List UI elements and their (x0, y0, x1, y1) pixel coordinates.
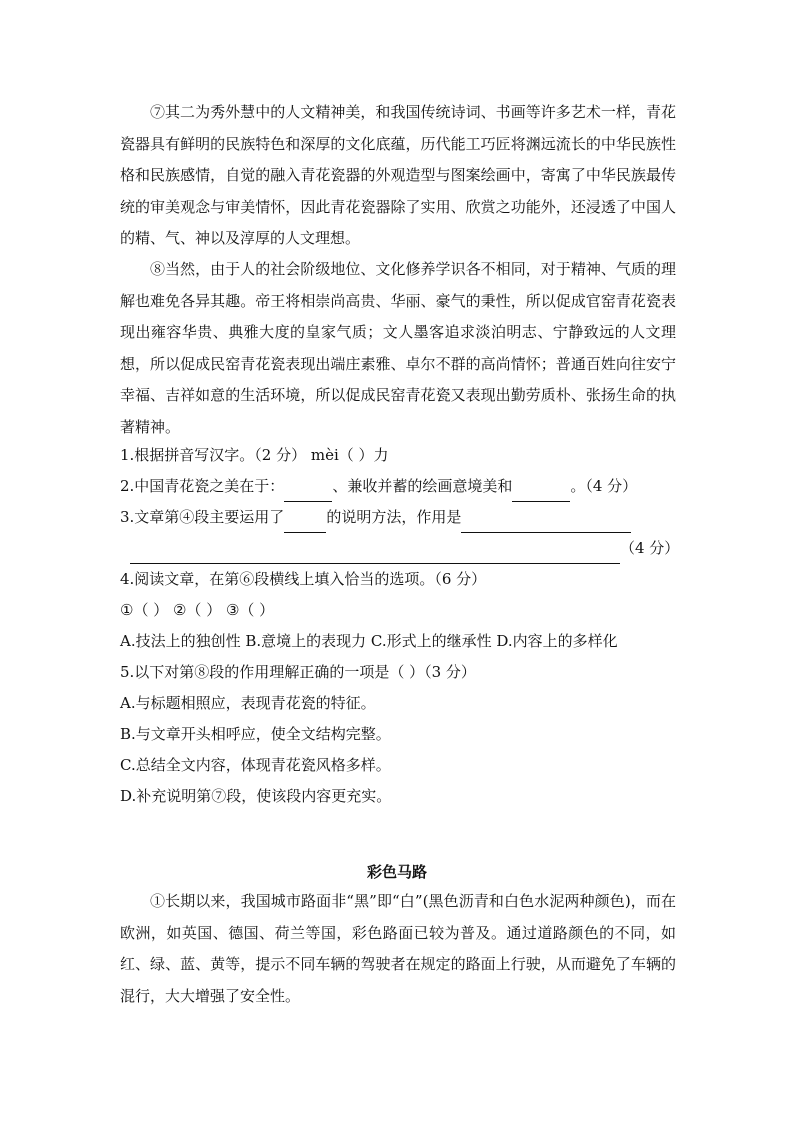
question-3-score: （4 分） (620, 539, 680, 557)
question-5-option-d: D.补充说明第⑦段，使该段内容更充实。 (120, 787, 392, 805)
question-3-part-1: 3.文章第④段主要运用了 (120, 508, 285, 526)
answer-blank[interactable] (284, 514, 326, 533)
question-2 (120, 471, 637, 502)
question-5-option-b: B.与文章开头相呼应，使全文结构完整。 (120, 725, 391, 743)
question-5-option-a: A.与标题相照应，表现青花瓷的特征。 (120, 694, 376, 712)
question-5: 5.以下对第⑧段的作用理解正确的一项是（ ）（3 分） (120, 663, 476, 681)
article-2-paragraph-1: ①长期以来，我国城市路面非“黑”即“白”(黑色沥青和白色水泥两种颜色)，而在欧洲，如英国、德国、荷兰等国，彩色路面已较为普及。通过道路颜色的不同，如红、绿、蓝、黄等，提示不同车辆的驾驶者在规定的路面上行驶，从而避免了车辆的混行，大大增强了安全性。 (120, 892, 676, 1005)
question-1: 1.根据拼音写汉字。（2 分） mèi（ ）力 (120, 446, 389, 464)
paragraph-7: ⑦其二为秀外慧中的人文精神美，和我国传统诗词、书画等许多艺术一样，青花瓷器具有鲜明的民族特色和深厚的文化底蕴，历代能工巧匠将渊远流长的中华民族性格和民族感情，自觉的融入青花瓷器的外观造型与图案绘画中，寄寓了中华民族最传统的审美观念与审美情怀，因此青花瓷器除了实用、欣赏之功能外，还浸透了中国人的精、气、神以及淳厚的人文理想。 (120, 103, 676, 247)
answer-blank[interactable] (130, 545, 620, 564)
answer-blank[interactable] (284, 483, 332, 502)
question-3 (120, 502, 631, 533)
article-title: 彩色马路 (366, 863, 427, 881)
question-4-blanks: ①（ ） ②（ ） ③（ ） (120, 601, 275, 619)
answer-blank[interactable] (461, 514, 631, 533)
answer-blank[interactable] (512, 483, 570, 502)
question-4-options: A.技法上的独创性 B.意境上的表现力 C.形式上的继承性 D.内容上的多样化 (120, 632, 618, 650)
question-3-continued (130, 533, 679, 564)
question-2-part-1: 2.中国青花瓷之美在于： (120, 477, 285, 495)
question-5-option-c: C.总结全文内容，体现青花瓷风格多样。 (120, 756, 391, 774)
question-3-part-2: 的说明方法，作用是 (326, 508, 462, 526)
question-4: 4.阅读文章，在第⑥段横线上填入恰当的选项。（6 分） (120, 570, 487, 588)
question-2-part-3: 。（4 分） (570, 477, 638, 495)
question-2-part-2: 、兼收并蓄的绘画意境美和 (332, 477, 513, 495)
paragraph-8: ⑧当然，由于人的社会阶级地位、文化修养学识各不相同，对于精神、气质的理解也难免各异其趣。帝王将相崇尚高贵、华丽、豪气的秉性，所以促成官窑青花瓷表现出雍容华贵、典雅大度的皇家气质；文人墨客追求淡泊明志、宁静致远的人文理想，所以促成民窑青花瓷表现出端庄素雅、卓尔不群的高尚情怀；普通百姓向往安宁幸福、吉祥如意的生活环境，所以促成民窑青花瓷又表现出勤劳质朴、张扬生命的执著精神。 (120, 260, 676, 436)
